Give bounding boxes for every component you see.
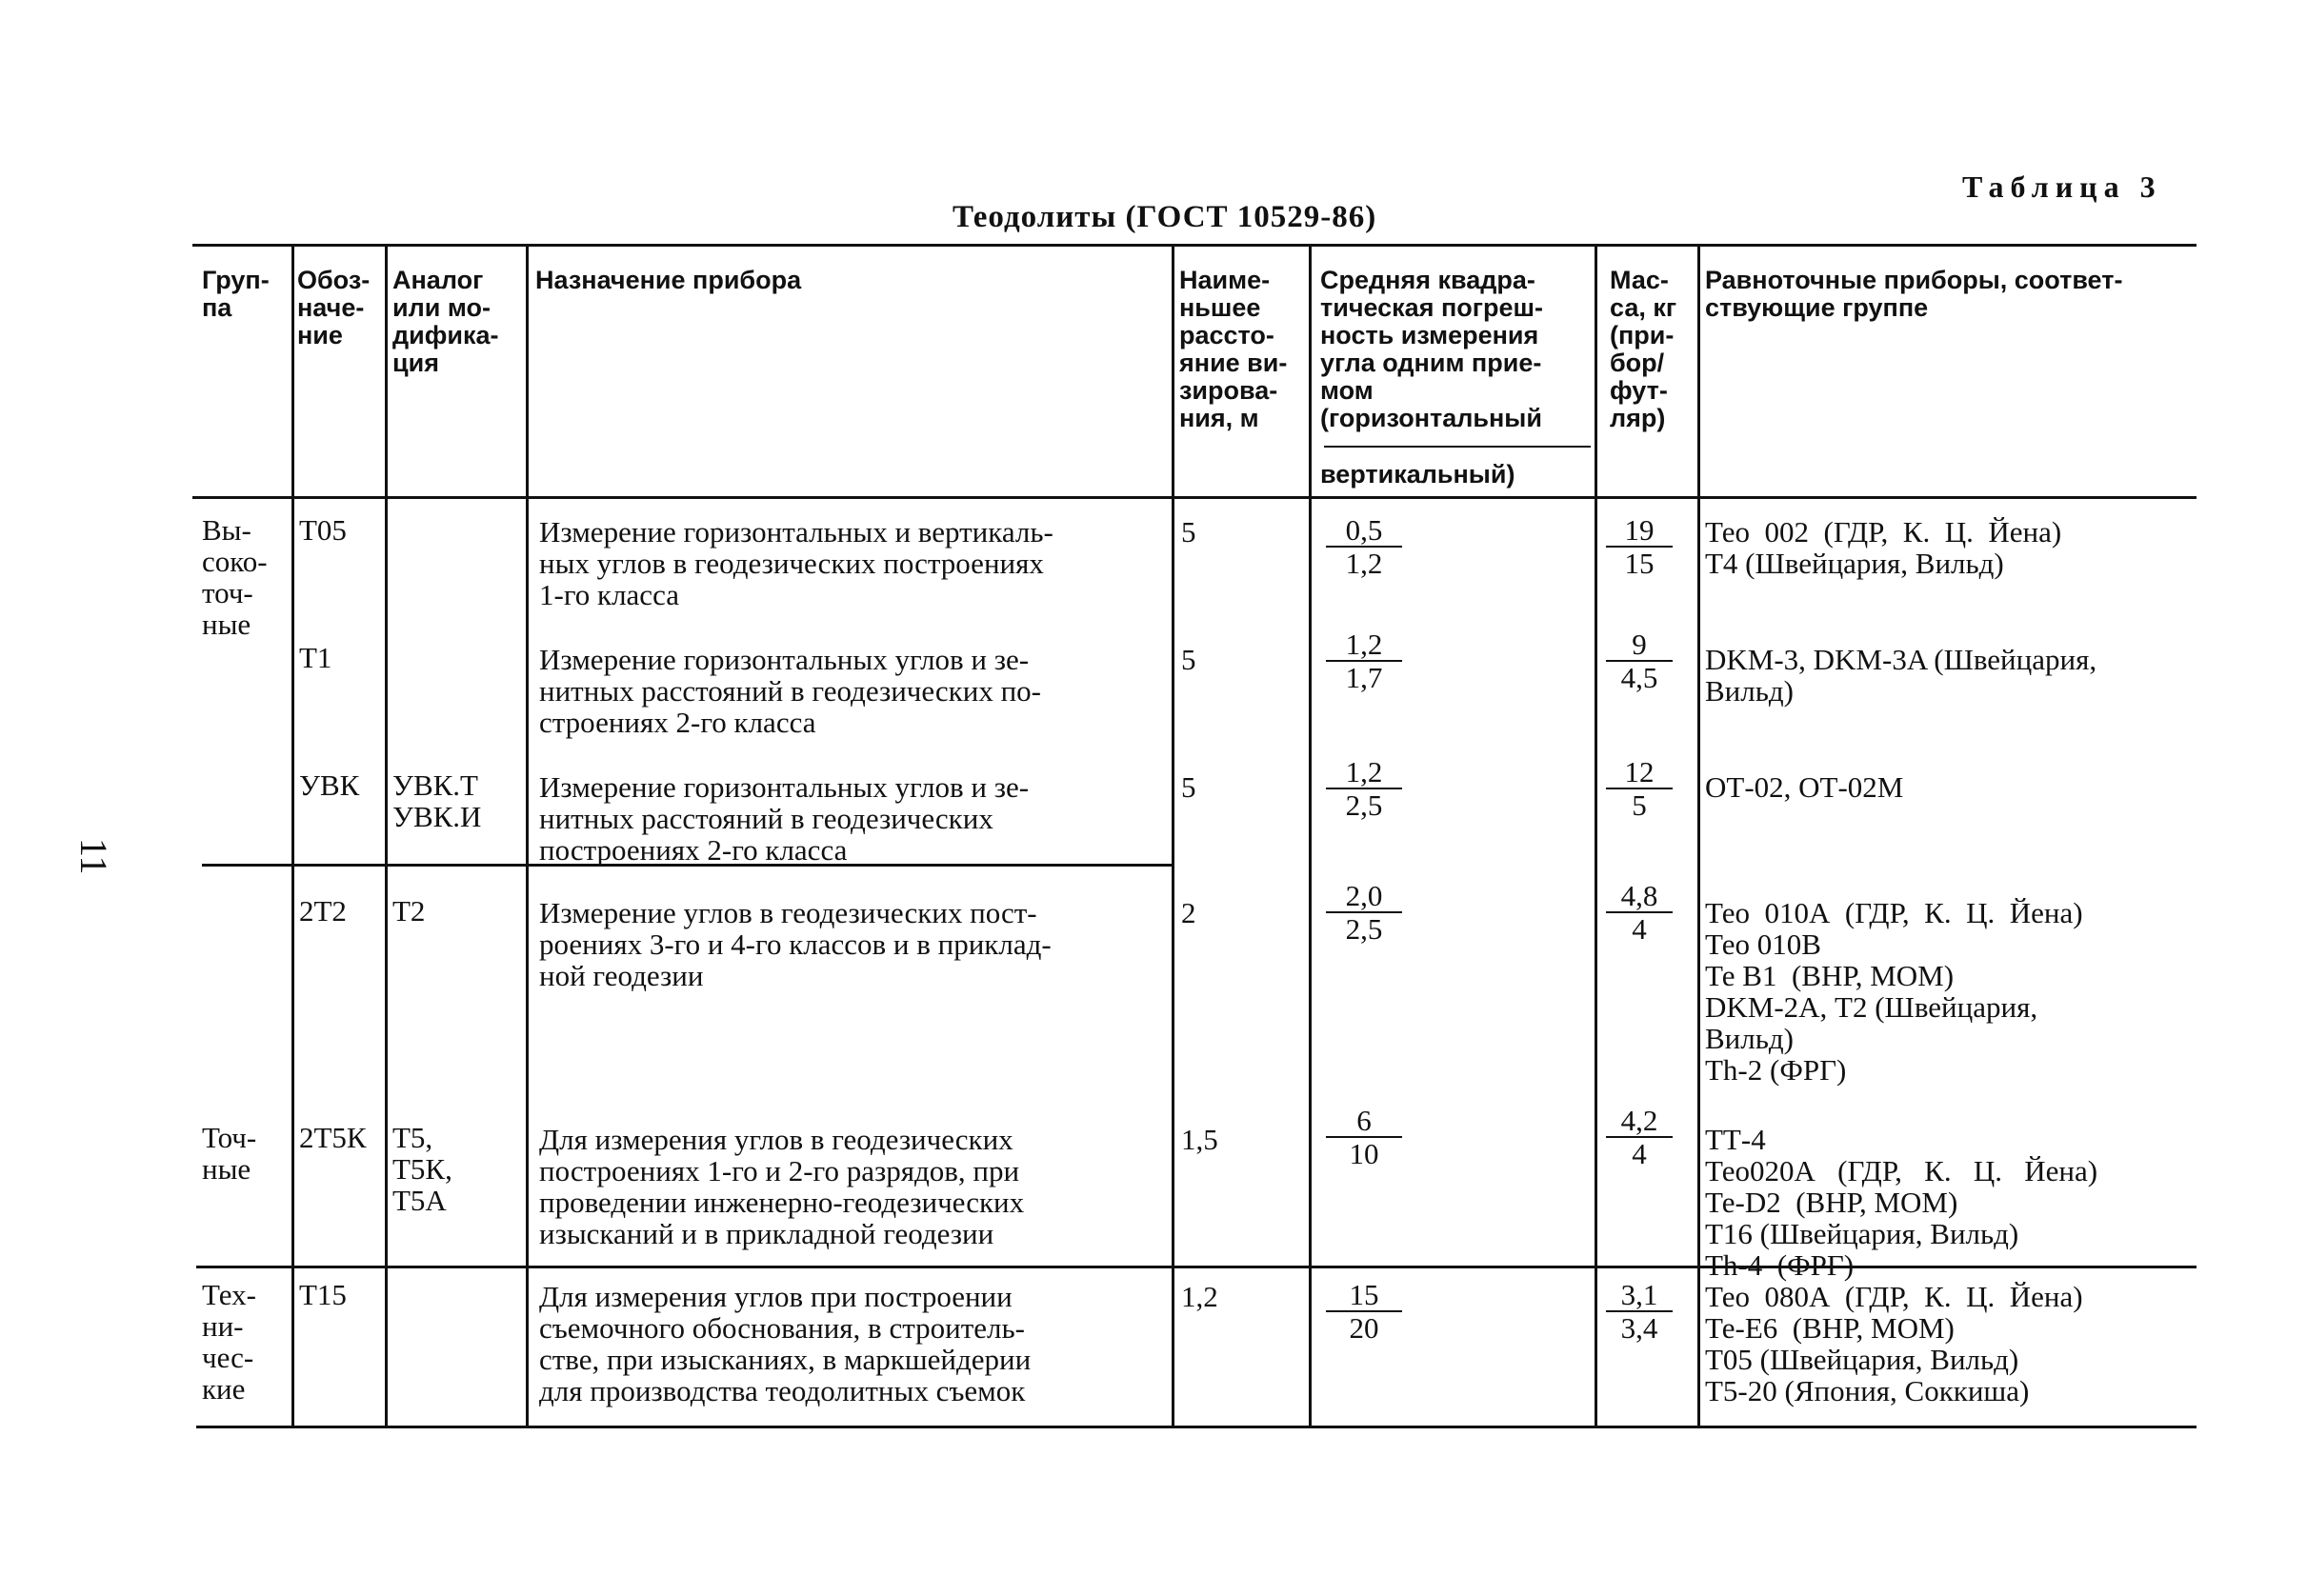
col-rule-2 (385, 244, 388, 1428)
header-error-bottom: вертикальный) (1320, 460, 1515, 489)
purpose-cell: Измерение горизонтальных углов и зе- нитных расстояний в геодезических по- строениях 2-го класса (539, 643, 1041, 739)
mass-fraction (1606, 880, 1673, 945)
mass-instrument: 19 (1606, 514, 1673, 548)
col-rule-4 (1172, 244, 1174, 1428)
error-horizontal: 0,5 (1326, 514, 1402, 548)
header-mass: Мас- са, кг (при- бор/ фут- ляр) (1610, 266, 1677, 432)
mass-case: 4 (1632, 1137, 1647, 1170)
purpose-cell: Измерение горизонтальных и вертикаль- ных углов в геодезических построениях 1-го класса (539, 515, 1053, 611)
purpose-cell: Измерение углов в геодезических пост- роениях 3-го и 4-го классов и в приклад- ной геодезии (539, 896, 1052, 992)
error-vertical: 10 (1349, 1137, 1379, 1170)
error-fraction (1326, 756, 1402, 821)
designation-cell: 2Т2 (299, 894, 347, 928)
rule-bottom (196, 1426, 2197, 1428)
rule-error-divider (1324, 446, 1591, 448)
mass-case: 4,5 (1620, 661, 1658, 694)
mass-instrument: 4,8 (1606, 880, 1673, 913)
rule-header-bottom (192, 496, 2197, 499)
col-rule-1 (291, 244, 294, 1428)
error-vertical: 2,5 (1345, 788, 1383, 822)
designation-cell: УВК (299, 768, 360, 802)
mass-instrument: 9 (1606, 628, 1673, 662)
col-rule-7 (1697, 244, 1700, 1428)
designation-cell: Т05 (299, 513, 347, 547)
error-horizontal: 2,0 (1326, 880, 1402, 913)
header-analog: Аналог или мо- дифика- ция (392, 266, 499, 377)
mass-fraction (1606, 628, 1673, 693)
designation-cell: Т15 (299, 1278, 347, 1311)
distance-cell: 5 (1181, 643, 1196, 676)
mass-fraction (1606, 1105, 1673, 1169)
equivalents-cell: DKM-3, DKM-3A (Швейцария, Вильд) (1705, 643, 2097, 708)
mass-fraction (1606, 514, 1673, 579)
error-vertical: 1,7 (1345, 661, 1383, 694)
mass-fraction (1606, 1279, 1673, 1344)
header-distance: Наиме- ньшее рассто- яние ви- зирова- ния, м (1179, 266, 1288, 432)
table-title: Теодолиты (ГОСТ 10529-86) (953, 200, 1377, 234)
group-label-technical: Тех- ни- чес- кие (202, 1278, 256, 1406)
equivalents-cell: ТТ-4 Тео020А (ГДР, К. Ц. Йена) Те-D2 (ВНР, МОМ) Т16 (Швейцария, Вильд) Th-4 (ФРГ) (1705, 1123, 2098, 1282)
analog-cell: УВК.Т УВК.И (392, 768, 482, 833)
error-horizontal: 15 (1326, 1279, 1402, 1312)
header-error-top: Средняя квадра- тическая погреш- ность измерения угла одним прие- мом (горизонтальный (1320, 266, 1544, 432)
header-designation: Обоз- наче- ние (297, 266, 371, 349)
error-fraction (1326, 1105, 1402, 1169)
rule-top (192, 244, 2197, 247)
error-vertical: 2,5 (1345, 912, 1383, 946)
designation-cell: Т1 (299, 641, 332, 674)
mass-case: 4 (1632, 912, 1647, 946)
distance-cell: 1,5 (1181, 1123, 1218, 1156)
mass-instrument: 4,2 (1606, 1105, 1673, 1138)
equivalents-cell: ОТ-02, ОТ-02М (1705, 770, 1904, 804)
analog-cell: Т5, Т5К, Т5А (392, 1121, 452, 1217)
error-fraction (1326, 880, 1402, 945)
equivalents-cell: Тео 010А (ГДР, К. Ц. Йена) Тео 010В Те В1 (ВНР, МОМ) DKM-2A, Т2 (Швейцария, Вильд) Th-2 (ФРГ) (1705, 896, 2083, 1087)
distance-cell: 5 (1181, 770, 1196, 804)
mass-case: 3,4 (1620, 1311, 1658, 1345)
error-horizontal: 6 (1326, 1105, 1402, 1138)
mass-fraction (1606, 756, 1673, 821)
header-group: Груп- па (202, 266, 270, 322)
header-purpose: Назначение прибора (535, 266, 802, 294)
distance-cell: 1,2 (1181, 1280, 1218, 1313)
header-equivalents: Равноточные приборы, соответ- ствующие группе (1705, 266, 2123, 322)
page-number: 11 (72, 838, 115, 875)
table-label: Таблица 3 (1962, 170, 2162, 204)
group-label-precise: Точ- ные (202, 1121, 257, 1186)
distance-cell: 5 (1181, 515, 1196, 549)
analog-cell: Т2 (392, 894, 426, 928)
equivalents-cell: Тео 002 (ГДР, К. Ц. Йена) Т4 (Швейцария, Вильд) (1705, 515, 2062, 580)
purpose-cell: Для измерения углов при построении съемочного обоснования, в строитель- стве, при изысканиях, в маркшейдерии для производства теодолитных съемок (539, 1280, 1032, 1407)
error-fraction (1326, 514, 1402, 579)
designation-cell: 2Т5К (299, 1121, 367, 1154)
col-rule-5 (1309, 244, 1312, 1428)
mass-case: 5 (1632, 788, 1647, 822)
col-rule-6 (1595, 244, 1597, 1428)
error-horizontal: 1,2 (1326, 756, 1402, 789)
mass-instrument: 3,1 (1606, 1279, 1673, 1312)
purpose-cell: Для измерения углов в геодезических построениях 1-го и 2-го разрядов, при проведении инженерно-геодезических изысканий и в прикладной геодезии (539, 1123, 1025, 1250)
error-vertical: 20 (1349, 1311, 1379, 1345)
distance-cell: 2 (1181, 896, 1196, 929)
col-rule-3 (526, 244, 529, 1428)
mass-instrument: 12 (1606, 756, 1673, 789)
error-horizontal: 1,2 (1326, 628, 1402, 662)
error-vertical: 1,2 (1345, 547, 1383, 580)
equivalents-cell: Тео 080А (ГДР, К. Ц. Йена) Те-Е6 (ВНР, МОМ) Т05 (Швейцария, Вильд) Т5-20 (Япония, Соккиша) (1705, 1280, 2083, 1407)
mass-case: 15 (1624, 547, 1655, 580)
error-fraction (1326, 628, 1402, 693)
error-fraction (1326, 1279, 1402, 1344)
purpose-cell: Измерение горизонтальных углов и зе- нитных расстояний в геодезических построениях 2-го класса (539, 770, 1030, 867)
group-label-high-precision: Вы- соко- точ- ные (202, 513, 268, 641)
